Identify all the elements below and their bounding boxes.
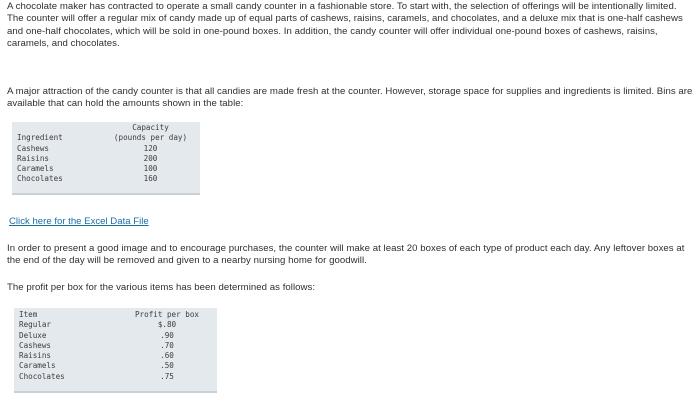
table-row	[12, 174, 198, 184]
profit-cell: $.80	[157, 320, 177, 330]
table-row	[14, 361, 217, 371]
capacity-cell: 100	[143, 164, 158, 174]
table-header-row	[14, 308, 217, 320]
capacity-cell: 200	[143, 153, 158, 163]
item-header: Item	[19, 310, 38, 319]
profit-cell: .50	[160, 361, 174, 371]
item-cell: Raisins	[19, 351, 52, 361]
intro-paragraph: A chocolate maker has contracted to operate a small candy counter in a fashionable store. To start with, the selection of offerings will be intentionally limited. The counter will offer a regular mix of candy made up of equal parts of cashews, raisins, caramels, and chocolates, and a deluxe mix that is one-half cashews and one-half chocolates, which will be sold in one-pound boxes. In addition, the candy counter will offer individual one-pound boxes of cashews, raisins, caramels, and chocolates.	[7, 1, 683, 50]
profit-cell: .60	[160, 351, 174, 361]
table-row	[14, 341, 217, 351]
storage-paragraph: A major attraction of the candy counter is that all candies are made fresh at the counter. However, storage space for supplies and ingredients is limited. Bins are available that can hold the amounts shown in the table:	[7, 86, 693, 110]
ingredient-cell: Cashews	[17, 143, 50, 153]
profit-cell: .75	[160, 371, 174, 381]
table-header-row	[12, 122, 198, 144]
item-cell: Deluxe	[19, 330, 47, 340]
profit-cell: .90	[160, 330, 174, 340]
table-row	[12, 154, 198, 164]
table-row	[14, 320, 217, 330]
profit-table	[14, 308, 217, 393]
ingredient-cell: Chocolates	[17, 174, 63, 184]
item-cell: Caramels	[19, 361, 56, 371]
capacity-cell: 160	[143, 174, 158, 184]
ingredient-header: Ingredient	[17, 133, 63, 143]
minimum-boxes-paragraph: In order to present a good image and to encourage purchases, the counter will make at least 20 boxes of each type of product each day. Any leftover boxes at the end of the day will be removed and given to a nearby nursing home for goodwill.	[7, 243, 685, 267]
profit-cell: .70	[160, 340, 174, 350]
table-row	[12, 164, 198, 174]
table-row	[14, 372, 217, 382]
table-row	[14, 331, 217, 341]
profit-header: Profit per box	[134, 310, 199, 319]
capacity-table	[12, 122, 200, 195]
ingredient-cell: Caramels	[17, 164, 54, 174]
item-cell: Cashews	[19, 340, 52, 350]
table-row	[12, 144, 198, 154]
excel-data-file-link[interactable]: Click here for the Excel Data File	[9, 216, 149, 227]
profit-intro-paragraph: The profit per box for the various items has been determined as follows:	[7, 282, 316, 293]
capacity-cell: 120	[143, 143, 158, 153]
item-cell: Regular	[19, 320, 52, 330]
capacity-header: Capacity (pounds per day)	[113, 123, 188, 143]
ingredient-cell: Raisins	[17, 153, 50, 163]
table-row	[14, 351, 217, 361]
item-cell: Chocolates	[19, 371, 65, 381]
